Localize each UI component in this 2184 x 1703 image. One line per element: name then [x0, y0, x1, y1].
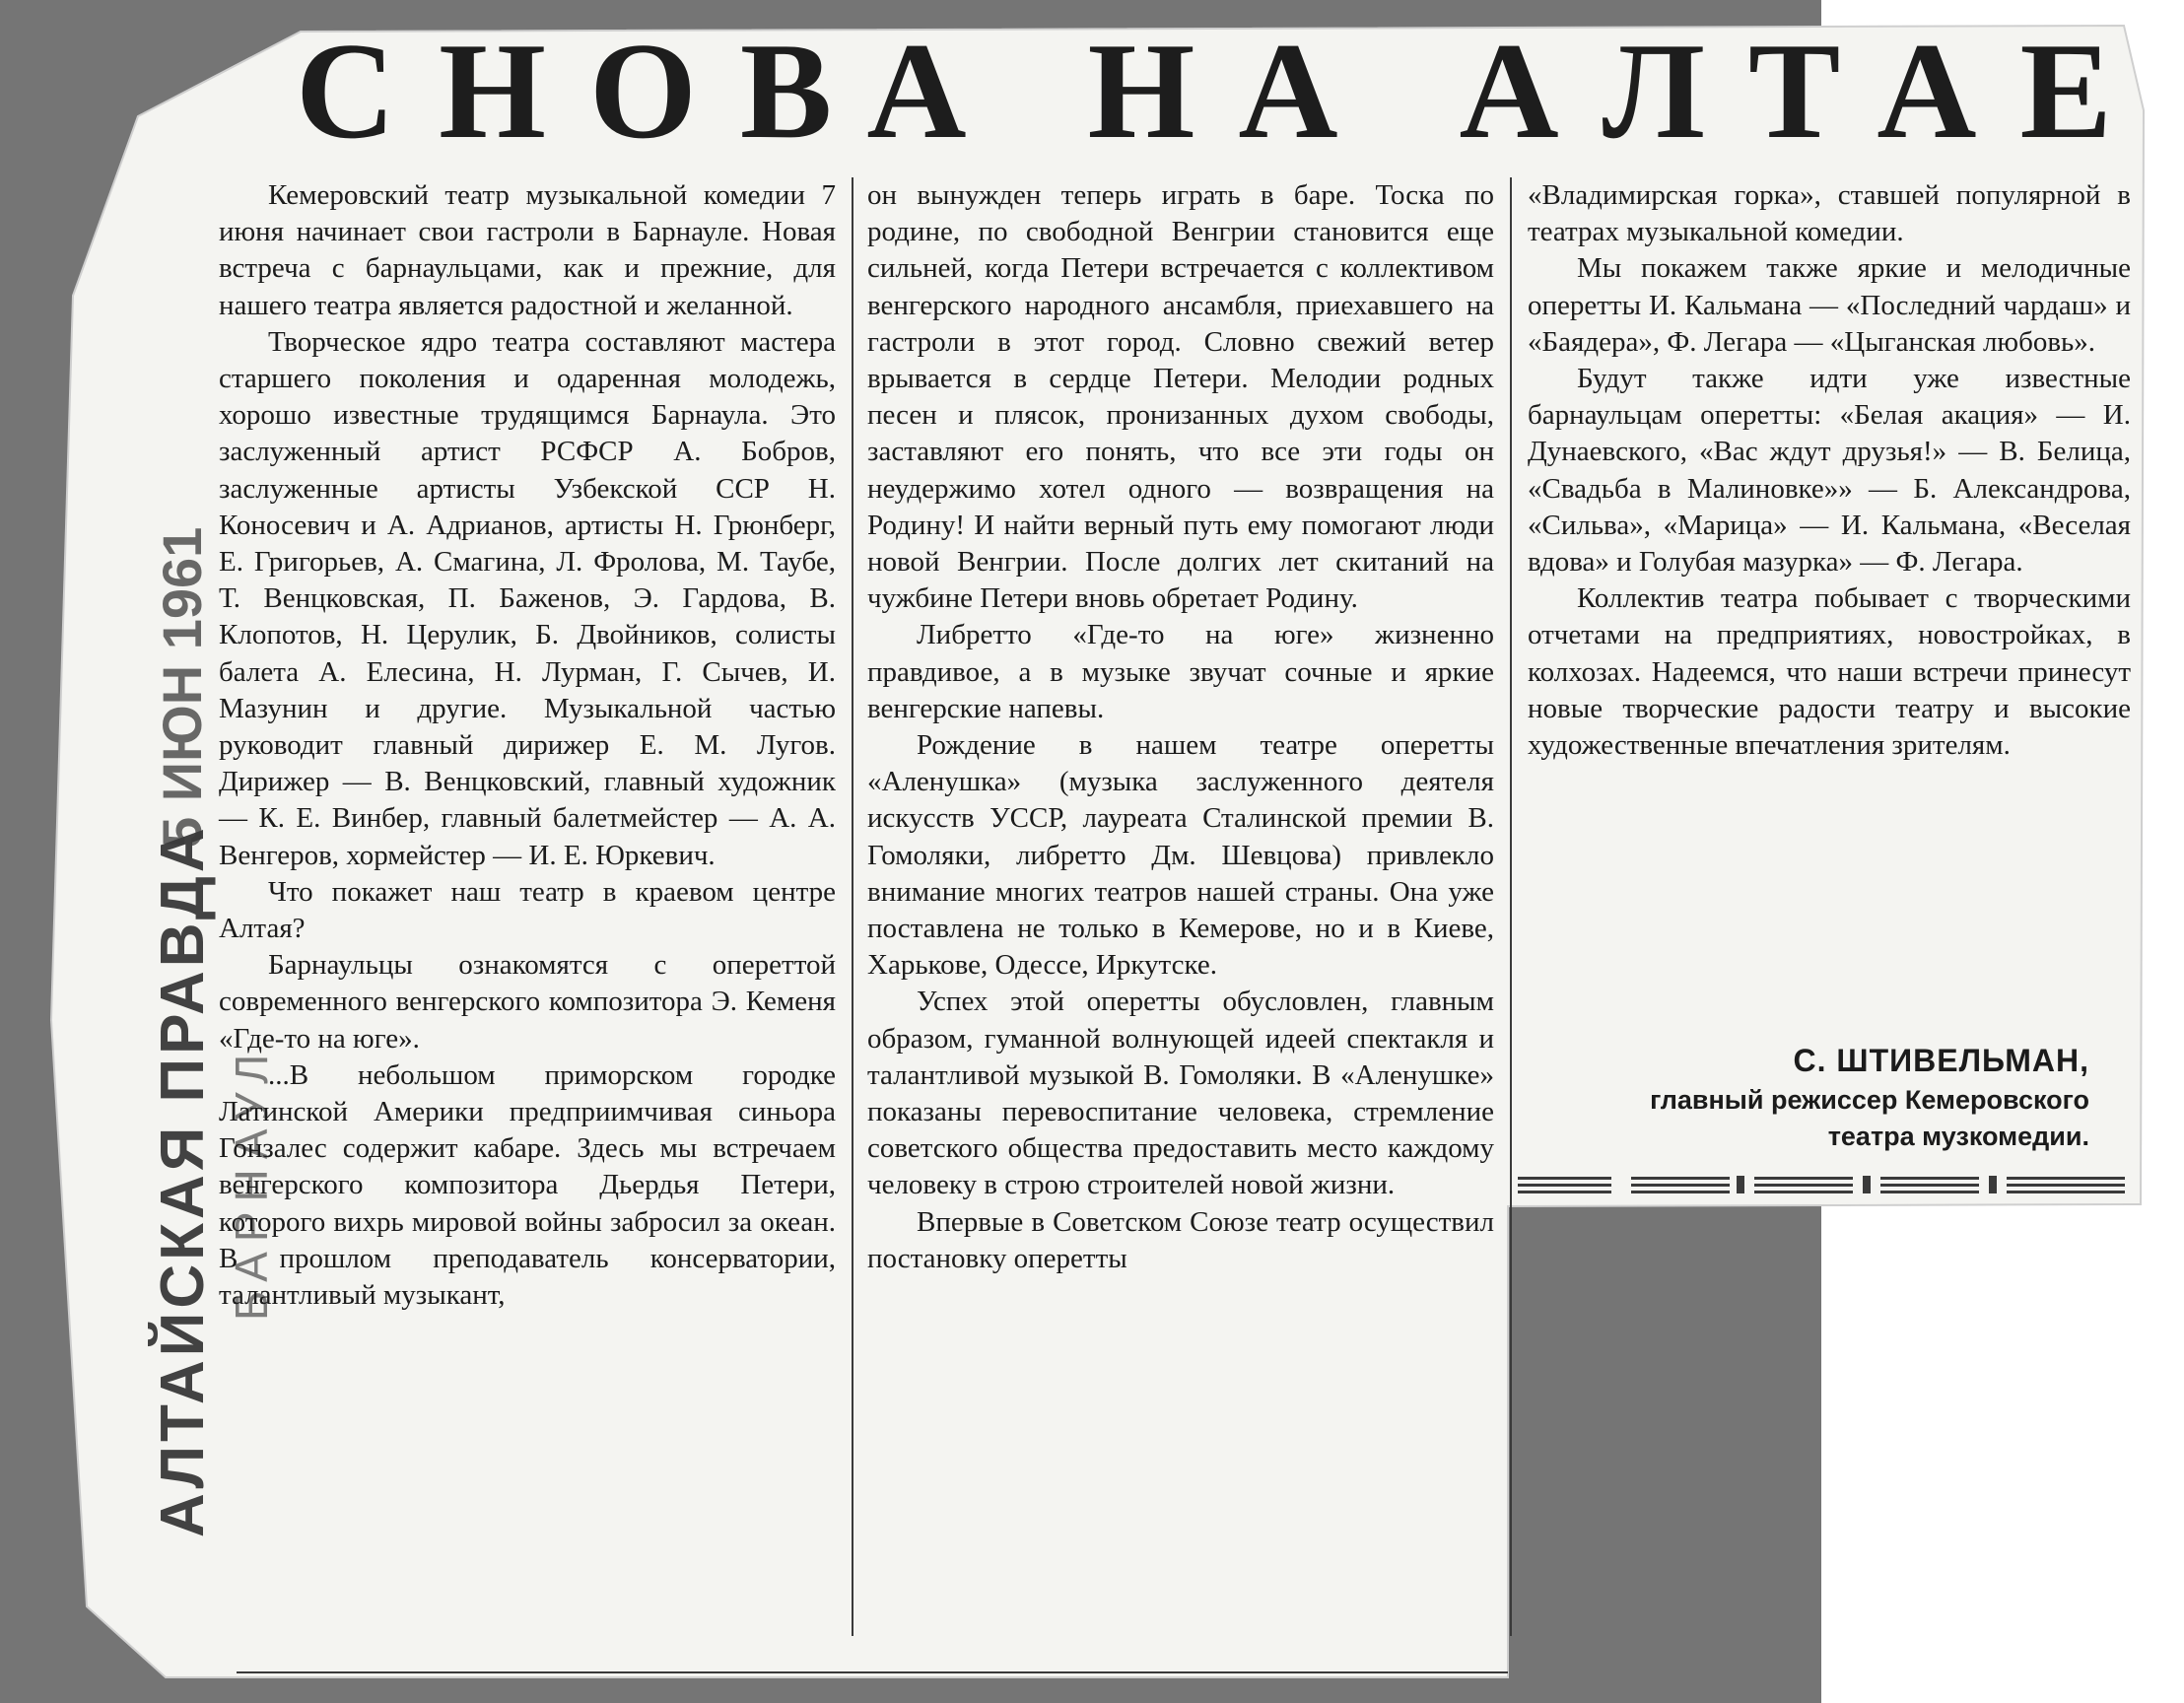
article-paragraph: Либретто «Где-то на юге» жизненно правдивое, а в музыке звучат сочные и яркие венгерские напевы. [867, 619, 1494, 724]
bottom-rule [237, 1671, 1508, 1673]
date-stamp: 5 ИЮН 1961 [151, 526, 213, 848]
article-paragraph: Творческое ядро театра составляют мастера старшего поколения и одаренная молодежь, хорошо известные трудящимся Барнаула. Это заслуженный артист РСФСР А. Бобров, заслуженные артисты Узбекской ССР Н. Коносевич и А. Адрианов, артисты Н. Грюнберг, Е. Григорьев, А. Смагина, Л. Фролова, М. Таубе, Т. Венцковская, П. Баженов, Э. Гардова, В. Клопотов, Н. Церулик, Б. Двойников, солисты балета А. Елесина, Н. Лурман, Г. Сычев, И. Мазунин и другие. Музыкальной частью руководит главный дирижер Е. М. Лугов. Дирижер — В. Венцковский, главный художник — К. Е. Винбер, главный балетмейстер — А. А. Венгеров, хормейстер — И. Е. Юркевич. [219, 325, 836, 871]
article-paragraph: ...В небольшом приморском городке Латинской Америки предприимчивая синьора Гонзалес содержит кабаре. Здесь мы встречаем венгерского композитора Дьердья Петери, которого вихрь мировой войны забросил за океан. В прошлом преподаватель консерватории, талантливый музыкант, [219, 1058, 836, 1312]
headline: СНОВА НА АЛТАЕ [296, 15, 2155, 168]
article-paragraph: Будут также идти уже известные барнаульцам оперетты: «Белая акация» — И. Дунаевского, «Вас ждут друзья!» — В. Белица, «Свадьба в Малиновке»» — Б. Александрова, «Сильва», «Марица» — И. Кальмана, «Веселая вдова» и Голубая мазурка» — Ф. Легара. [1528, 363, 2131, 579]
author-role: главный режиссер Кемеровского [1650, 1085, 2089, 1115]
column-rule [852, 177, 853, 1636]
article-column-1 [219, 177, 836, 1314]
article-paragraph: Рождение в нашем театре оперетты «Аленушка» (музыка заслуженного деятеля искусств УССР, лауреата Сталинской премии В. Гомоляки, либретто Дм. Шевцова) привлекло внимание многих театров нашей страны. Она уже поставлена не только в Кемерове, но и в Киеве, Харькове, Одессе, Иркутске. [867, 729, 1494, 982]
article-paragraph: он вынужден теперь играть в баре. Тоска по родине, по свободной Венгрии становится еще сильней, когда Петери встречается с коллективом венгерского народного ансамбля, приехавшего на гастроли в этот город. Словно свежий ветер врывается в сердце Петери. Мелодии родных песен и плясок, пронизанных духом свободы, заставляют его понять, что все эти годы он неудержимо хотел одного — возвращения на Родину! И найти верный путь ему помогают люди новой Венгрии. После долгих лет скитаний на чужбине Петери вновь обретает Родину. [867, 179, 1494, 615]
article-column-2 [867, 177, 1494, 1277]
decorative-divider [1518, 1171, 2139, 1200]
article-paragraph: Коллектив театра побывает с творческими отчетами на предприятиях, новостройках, в колхозах. Надеемся, что наши встречи принесут новые творческие радости театру и высокие художественные впечатления зрителям. [1528, 582, 2131, 762]
article-column-3 [1528, 177, 2131, 764]
article-paragraph: Успех этой оперетты обусловлен, главным образом, гуманной волнующей идеей спектакля и талантливой музыкой В. Гомоляки. В «Аленушке» показаны перевоспитание человека, стремление советского общества предоставить место каждому человеку в строю строителей новой жизни. [867, 986, 1494, 1201]
author-name: С. ШТИВЕЛЬМАН, [1793, 1043, 2089, 1078]
column-rule [1510, 177, 1512, 1636]
article-paragraph: Барнаульцы ознакомятся с опереттой современного венгерского композитора Э. Кеменя «Где-то на юге». [219, 949, 836, 1055]
article-paragraph: Кемеровский театр музыкальной комедии 7 июня начинает свои гастроли в Барнауле. Новая встреча с барнаульцами, как и прежние, для нашего театра является радостной и желанной. [219, 179, 836, 321]
author-role-continued: театра музкомедии. [1827, 1122, 2089, 1151]
article-paragraph: Что покажет наш театр в краевом центре Алтая? [219, 875, 836, 945]
article-signature [1528, 1039, 2089, 1155]
newspaper-masthead: АЛТАЙСКАЯ ПРАВДА [149, 824, 217, 1537]
city-stamp: БАРНАУЛ [226, 1044, 277, 1321]
article-paragraph: Мы покажем также яркие и мелодичные оперетты И. Кальмана — «Последний чардаш» и «Баядера», Ф. Легара — «Цыганская любовь». [1528, 252, 2131, 358]
article-paragraph: Впервые в Советском Союзе театр осуществил постановку оперетты [867, 1205, 1494, 1274]
article-paragraph: «Владимирская горка», ставшей популярной в театрах музыкальной комедии. [1528, 179, 2131, 248]
